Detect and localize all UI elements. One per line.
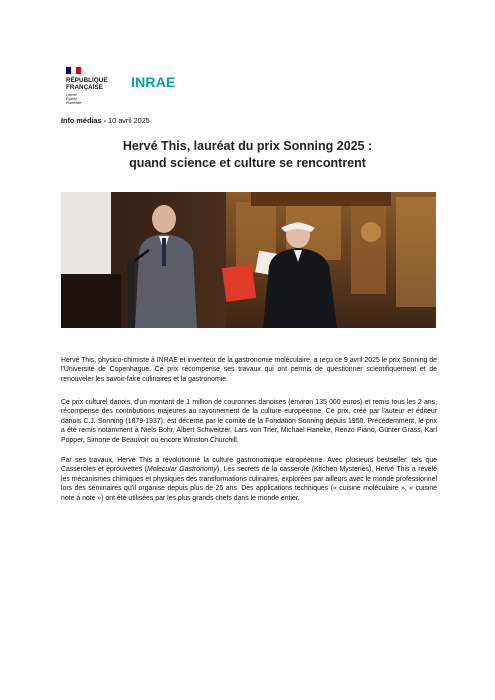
paragraph-3-part2: ), Les secrets de la casserole (Kitchen Mysteries), Hervé This a révélé les mécanismes chimiques et physiques des transformations culinaires, explorées par ailleurs avec le monde professionnel lors des séminaires qu'il organise depuis plus de 25 ans. Des applications techniques (« cuisine moléculaire », « cuisine note à note ») ont été utilisées par les plus grands chefs dans le monde entier. bbox=[61, 466, 437, 502]
motto-liberte: Liberté bbox=[66, 93, 77, 97]
photo-illustration bbox=[61, 192, 436, 328]
title-line2: quand science et culture se rencontrent bbox=[129, 156, 366, 170]
dateline-date: 10 avril 2025 bbox=[108, 116, 150, 125]
rf-name-line1: RÉPUBLIQUE bbox=[66, 77, 108, 84]
republique-francaise-logo bbox=[66, 67, 120, 107]
paragraph-3 bbox=[61, 456, 437, 503]
paragraph-3-italic: Molecular Gastronomy bbox=[146, 466, 217, 474]
republique-francaise-name bbox=[66, 77, 120, 91]
paragraph-2: Ce prix culturel danois, d'un montant de 1 million de couronnes danoises (environ 135 000 euros) et remis tous les 2 ans, récompense des contributions majeures au rayonnement de la culture européenne. Ce prix, créé par l'auteur et éditeur danois C.J. Sonning (1879-1937), est décerné par le comité de la Fondation Sonning depuis 1950. Précédemment, le prix a été remis notamment à Niels Bohr, Albert Schweitzer, Lars von Trier, Michael Haneke, Renzo Piano, Günter Grass, Karl Popper, Simone de Beauvoir ou encore Winston Churchill. bbox=[61, 399, 437, 444]
paragraph-1: Hervé This, physico-chimiste à INRAE et inventeur de la gastronomie moléculaire, a reçu ce 9 avril 2025 le prix Sonning de l'Université de Copenhague. Ce prix récompense ses travaux qui ont permis de questionner scientifiquement et de renouveler les savoir-faire culinaires et la gastronomie. bbox=[61, 357, 437, 383]
french-flag-icon bbox=[66, 67, 81, 74]
title-line1: Hervé This, lauréat du prix Sonning 2025 : bbox=[122, 139, 373, 153]
motto-egalite: Égalité bbox=[66, 97, 77, 102]
motto-fraternite: Fraternité bbox=[66, 101, 82, 106]
dateline-label: Info médias - bbox=[61, 116, 107, 125]
dateline bbox=[61, 116, 150, 125]
rf-name-line2: FRANÇAISE bbox=[66, 84, 103, 91]
award-ceremony-photo bbox=[61, 192, 436, 328]
inrae-logo: INRAE bbox=[131, 74, 176, 90]
paragraph-3-part1: Par ses travaux, Hervé This a révolutionné la culture gastronomique européenne. Avec plusieurs bestseller, tels que Casseroles et éprouvettes ( bbox=[61, 457, 437, 474]
republique-motto bbox=[66, 93, 120, 106]
press-release-title bbox=[60, 138, 435, 172]
